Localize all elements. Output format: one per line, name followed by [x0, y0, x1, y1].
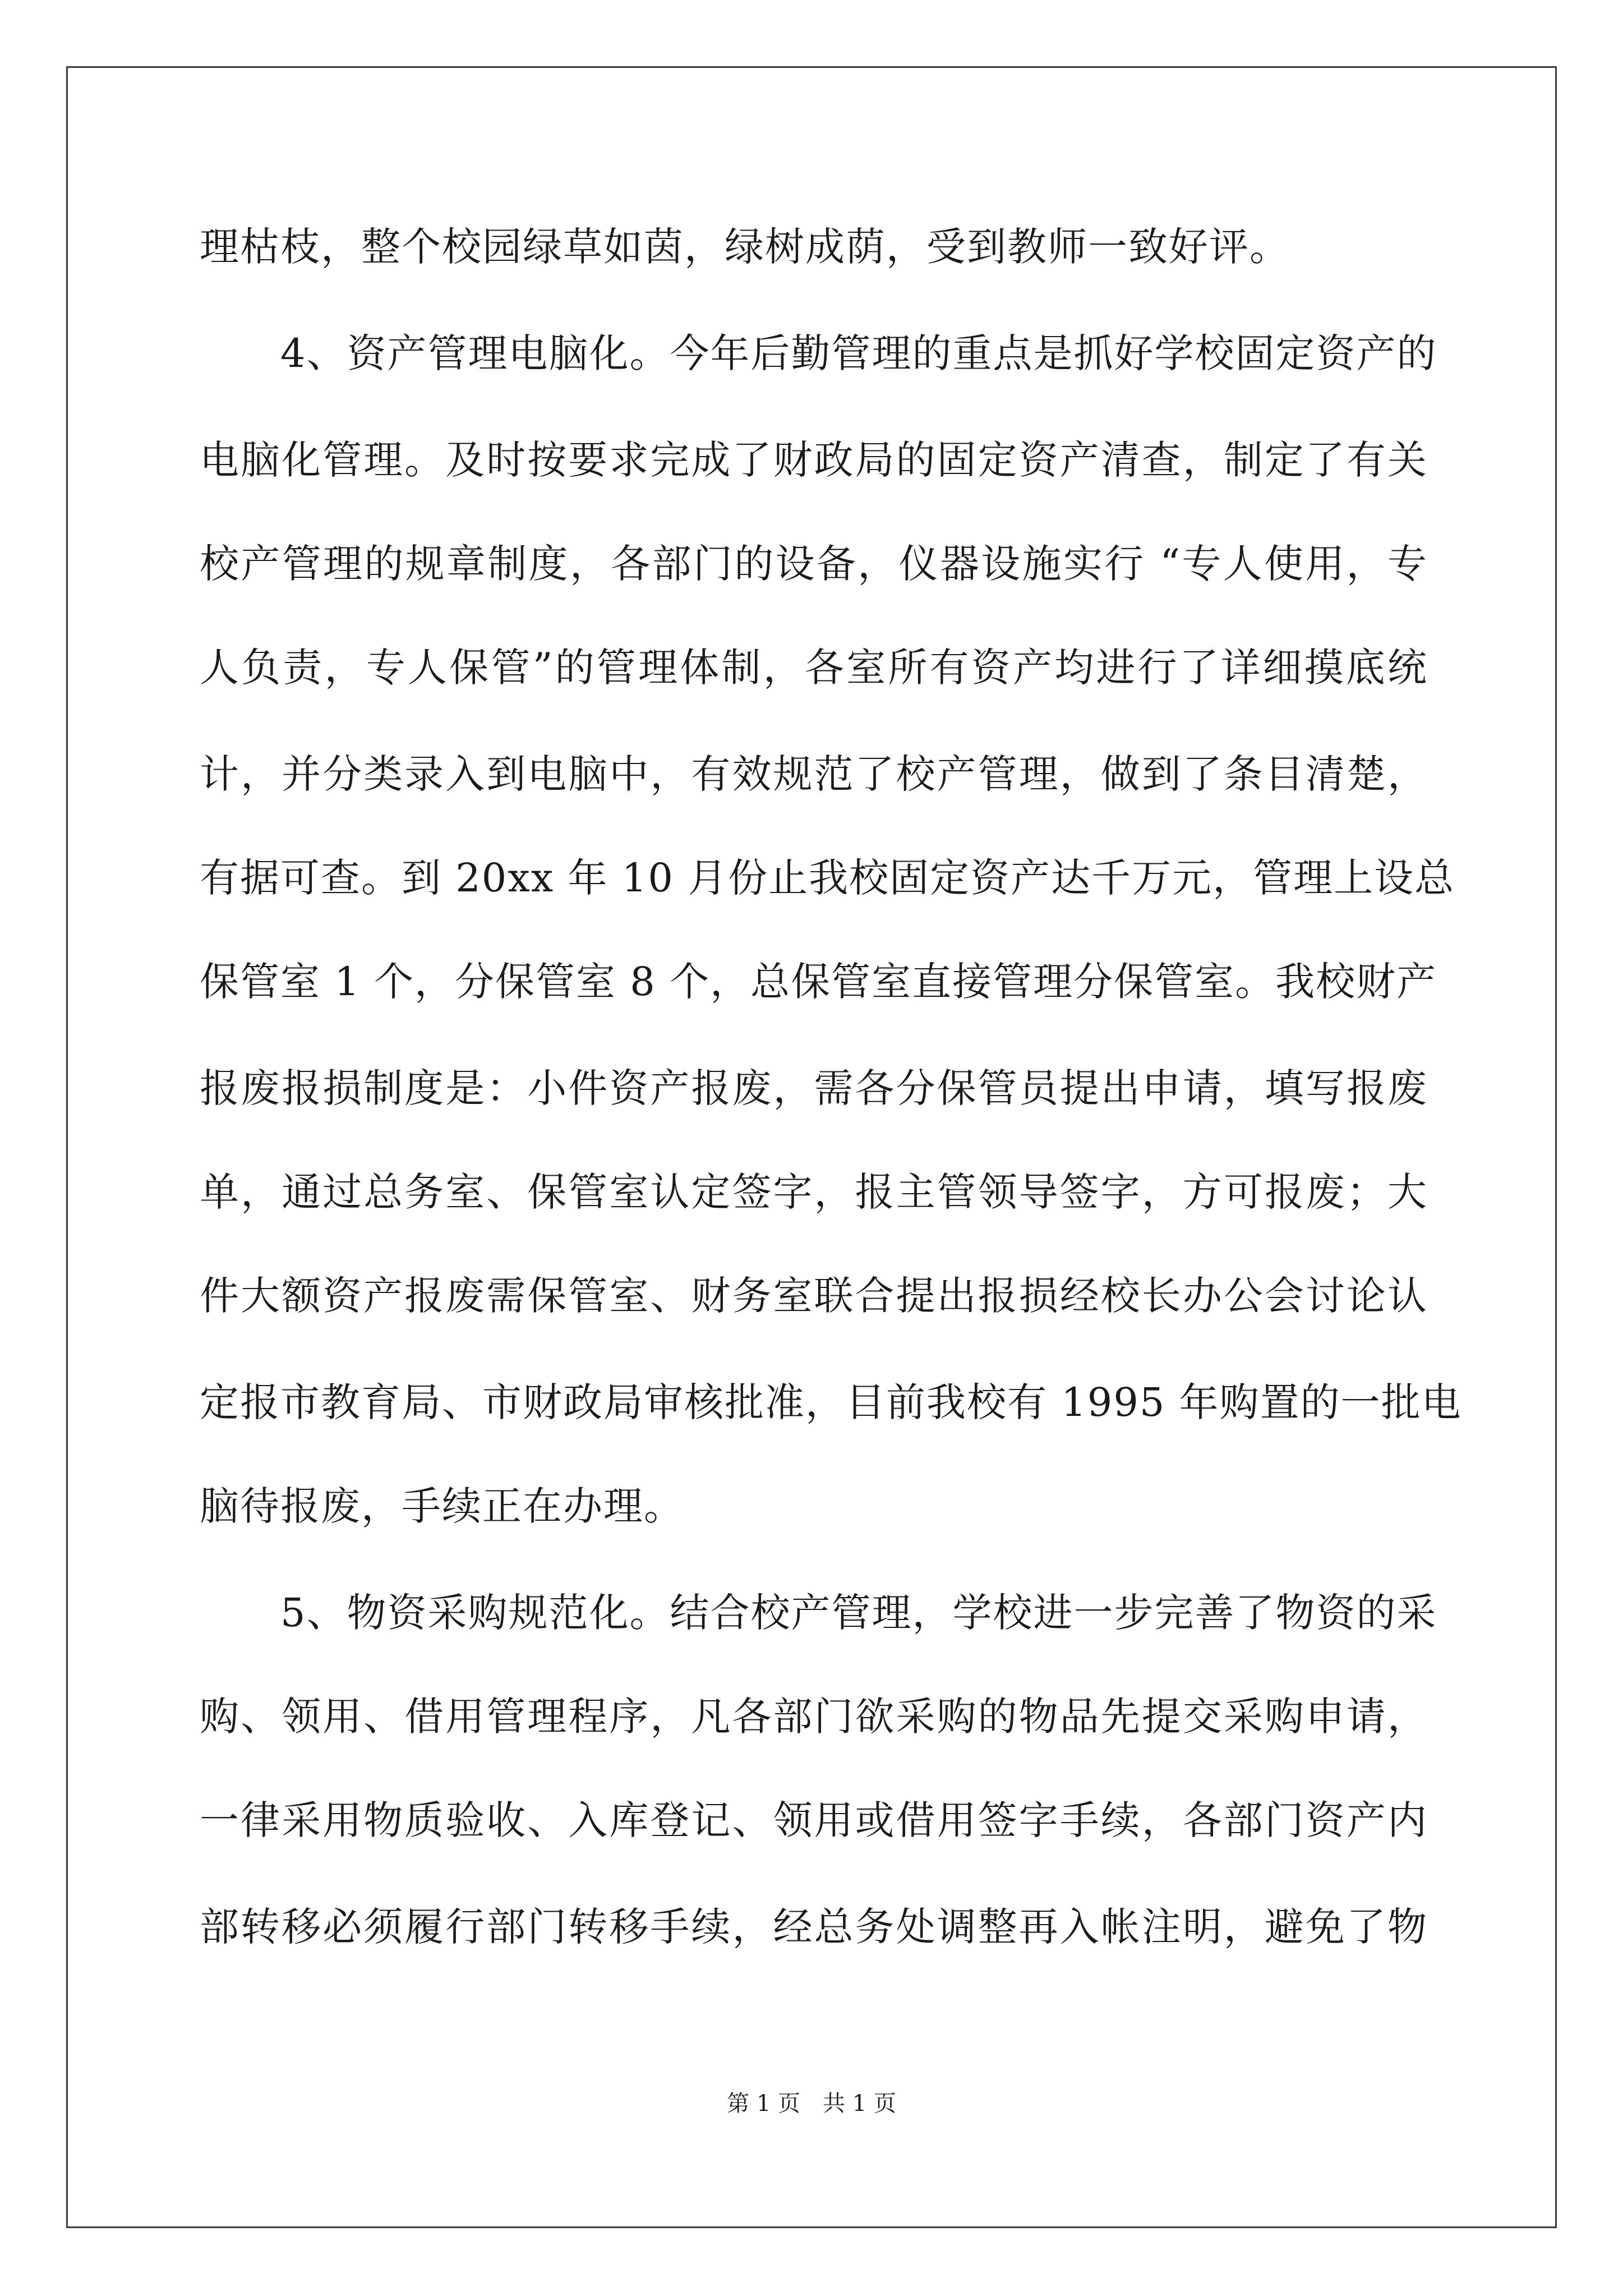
page-number: 第 1 页	[727, 2091, 800, 2116]
body-line-15: 购、领用、借用管理程序，凡各部门欲采购的物品先提交采购申请，	[200, 1694, 1428, 1740]
body-line-10: 单，通过总务室、保管室认定签字，报主管领导签字，方可报废；大	[200, 1169, 1428, 1215]
body-line-11: 件大额资产报废需保管室、财务室联合提出报损经校长办公会讨论认	[200, 1273, 1428, 1319]
body-line-12: 定报市教育局、市财政局审核批准，目前我校有 1995 年购置的一批电	[200, 1379, 1462, 1425]
body-line-17: 部转移必须履行部门转移手续，经总务处调整再入帐注明，避免了物	[200, 1904, 1428, 1950]
body-line-9: 报废报损制度是：小件资产报废，需各分保管员提出申请，填写报废	[200, 1065, 1428, 1111]
body-line-8: 保管室 1 个，分保管室 8 个，总保管室直接管理分保管室。我校财产	[200, 959, 1437, 1005]
body-line-2: 4、资产管理电脑化。今年后勤管理的重点是抓好学校固定资产的	[280, 330, 1437, 376]
body-line-14: 5、物资采购规范化。结合校产管理，学校进一步完善了物资的采	[280, 1590, 1437, 1636]
body-line-6: 计，并分类录入到电脑中，有效规范了校产管理，做到了条目清楚，	[200, 751, 1428, 797]
page-footer	[0, 2087, 1623, 2120]
body-line-7: 有据可查。到 20xx 年 10 月份止我校固定资产达千万元，管理上设总	[200, 855, 1455, 901]
body-line-4: 校产管理的规章制度，各部门的设备，仪器设施实行 “专人使用，专	[200, 541, 1428, 587]
body-line-3: 电脑化管理。及时按要求完成了财政局的固定资产清查，制定了有关	[200, 437, 1428, 483]
body-line-1: 理枯枝，整个校园绿草如茵，绿树成荫，受到教师一致好评。	[200, 224, 1290, 270]
body-line-16: 一律采用物质验收、入库登记、领用或借用签字手续，各部门资产内	[200, 1797, 1428, 1843]
body-line-5: 人负责，专人保管”的管理体制，各室所有资产均进行了详细摸底统	[200, 645, 1428, 691]
page-total: 共 1 页	[823, 2091, 896, 2116]
body-line-13: 脑待报废，手续正在办理。	[200, 1483, 684, 1529]
